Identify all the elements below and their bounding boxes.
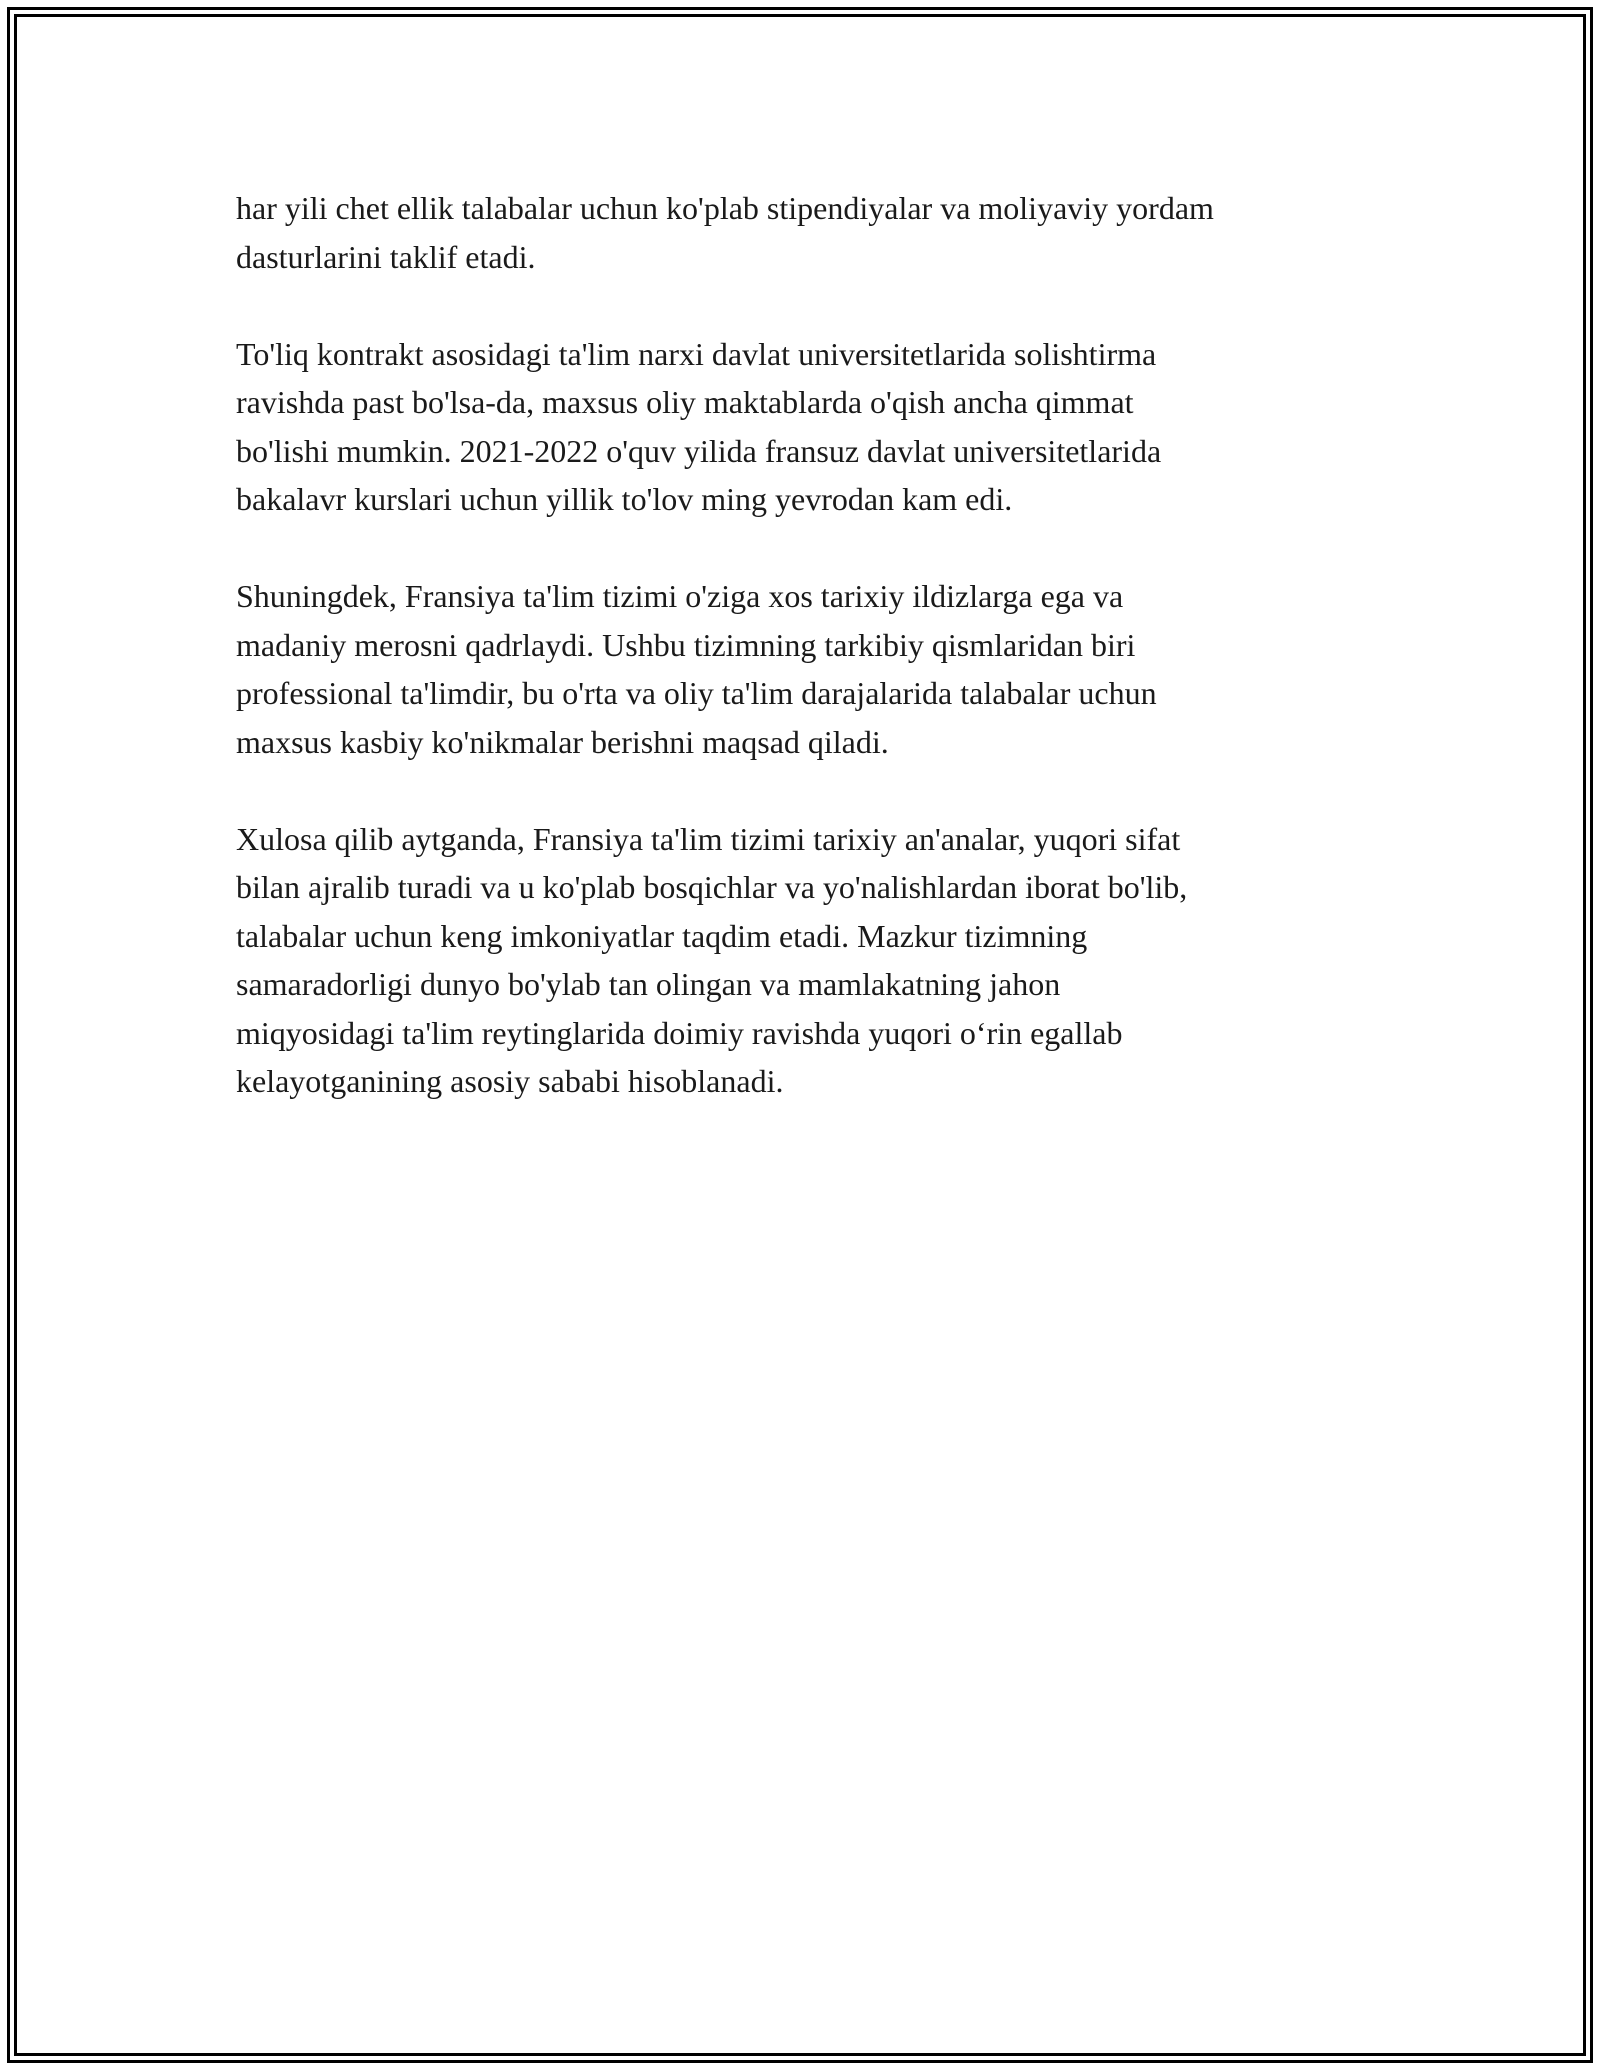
document-body xyxy=(236,184,1376,1154)
paragraph-scholarships: har yili chet ellik talabalar uchun ko'plab stipendiyalar va moliyaviy yordam dasturlarini taklif etadi. xyxy=(236,190,1214,275)
paragraph-historical-roots: Shuningdek, Fransiya ta'lim tizimi o'ziga xos tarixiy ildizlarga ega va madaniy merosni qadrlaydi. Ushbu tizimning tarkibiy qismlaridan biri professional ta'limdir, bu o'rta va oliy ta'lim darajalarida talabalar uchun maxsus kasbiy ko'nikmalar berishni maqsad qiladi. xyxy=(236,578,1157,760)
paragraph-tuition-costs: To'liq kontrakt asosidagi ta'lim narxi davlat universitetlarida solishtirma ravishda past bo'lsa-da, maxsus oliy maktablarda o'qish ancha qimmat bo'lishi mumkin. 2021-2022 o'quv yilida fransuz davlat universitetlarida bakalavr kurslari uchun yillik to'lov ming yevrodan kam edi. xyxy=(236,335,1162,517)
paragraph-conclusion: Xulosa qilib aytganda, Fransiya ta'lim tizimi tarixiy an'analar, yuqori sifat bilan ajralib turadi va u ko'plab bosqichlar va yo'nalishlardan iborat bo'lib, talabalar uchun keng imkoniyatlar taqdim etadi. Mazkur tizimning samaradorligi dunyo bo'ylab tan olingan va mamlakatning jahon miqyosidagi ta'lim reytinglarida doimiy ravishda yuqori o‘rin egallab kelayotganining asosiy sababi hisoblanadi. xyxy=(236,820,1188,1099)
